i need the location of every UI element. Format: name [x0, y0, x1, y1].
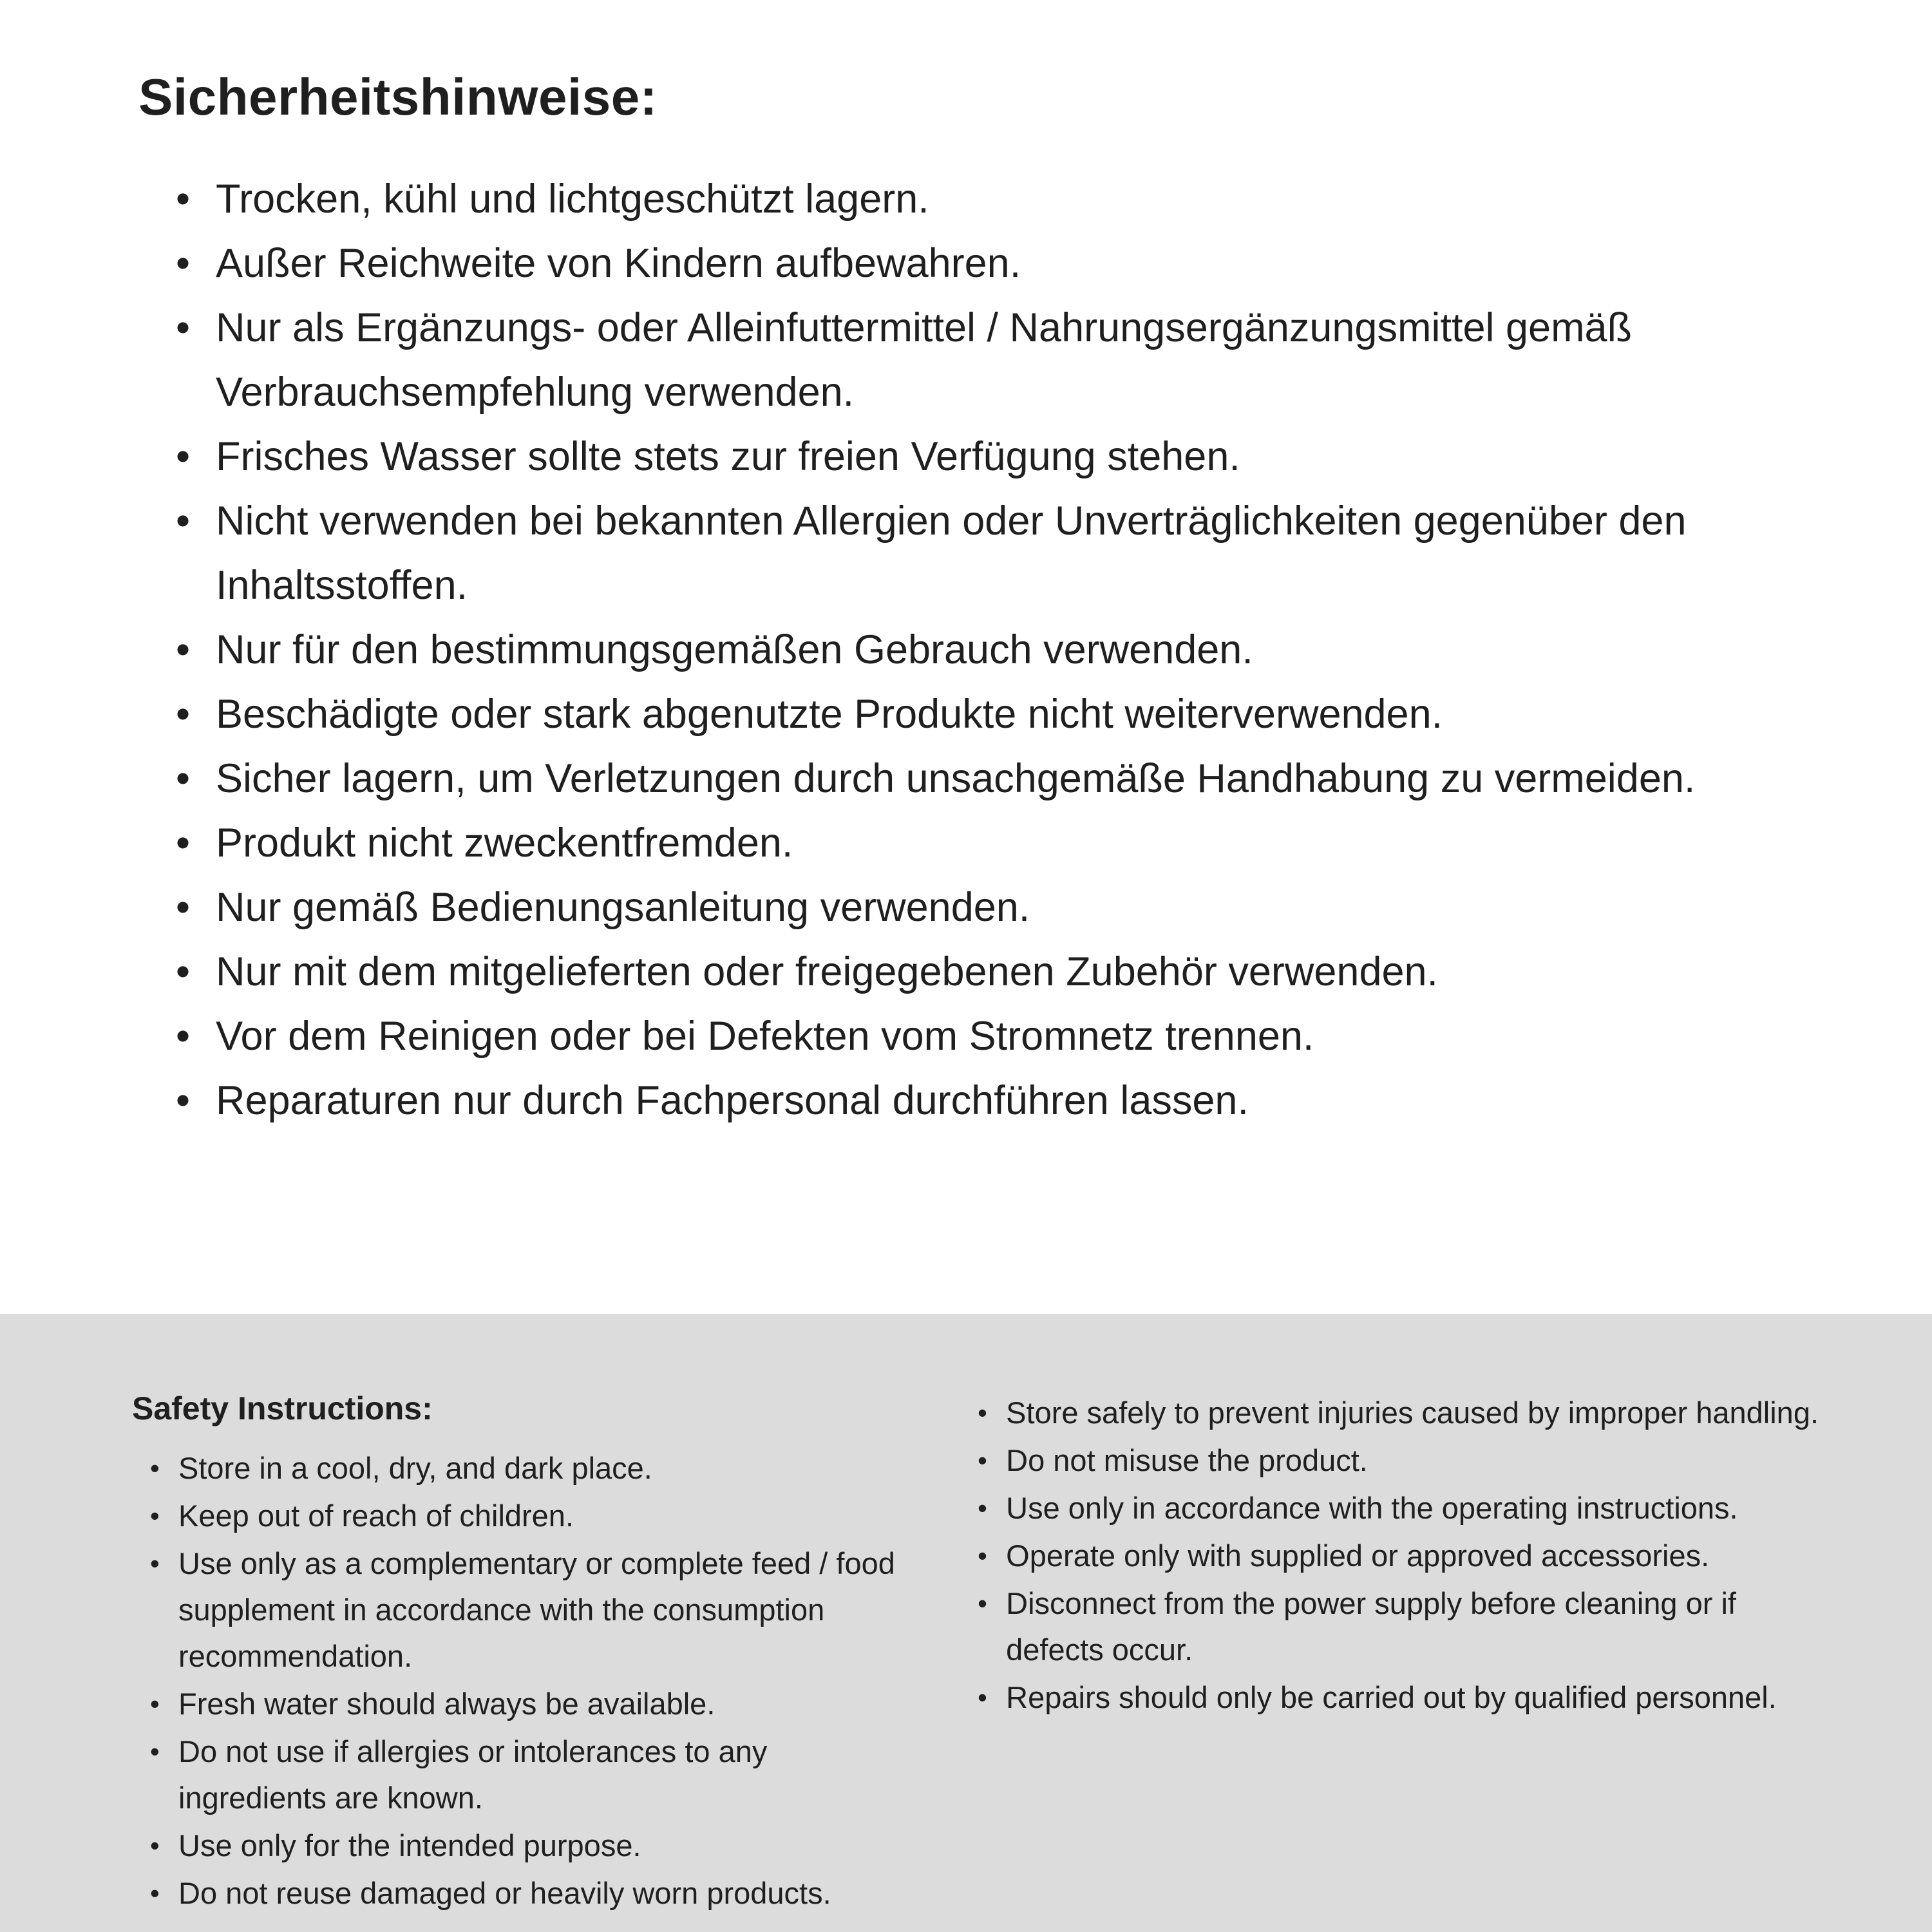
- english-safety-list-left: [132, 1445, 920, 1917]
- list-item: • Frisches Wasser sollte stets zur freien Verfügung stehen.: [176, 424, 1829, 489]
- list-item: • Trocken, kühl und lichtgeschützt lagern.: [176, 167, 1829, 231]
- english-right-column: [978, 1390, 1835, 1932]
- list-item: • Vor dem Reinigen oder bei Defekten vom Stromnetz trennen.: [176, 1004, 1829, 1068]
- english-safety-list-right: [978, 1390, 1835, 1721]
- list-item: • Store safely to prevent injuries caused by improper handling.: [978, 1390, 1835, 1436]
- list-item: • Fresh water should always be available.: [150, 1681, 920, 1727]
- list-item: • Produkt nicht zweckentfremden.: [176, 811, 1829, 875]
- list-item: • Nur gemäß Bedienungsanleitung verwenden.: [176, 875, 1829, 940]
- list-item: • Außer Reichweite von Kindern aufbewahren.: [176, 231, 1829, 296]
- german-safety-list: [138, 167, 1829, 1133]
- list-item: • Repairs should only be carried out by qualified personnel.: [978, 1674, 1835, 1721]
- list-item: • Use only for the intended purpose.: [150, 1823, 920, 1869]
- list-item: • Nur für den bestimmungsgemäßen Gebrauch verwenden.: [176, 618, 1829, 682]
- list-item: • Use only in accordance with the operating instructions.: [978, 1485, 1835, 1531]
- list-item: • Reparaturen nur durch Fachpersonal durchführen lassen.: [176, 1068, 1829, 1133]
- list-item: • Nur als Ergänzungs- oder Alleinfuttermittel / Nahrungsergänzungsmittel gemäß Verbrauchsempfehlung verwenden.: [176, 296, 1829, 424]
- list-item: • Nicht verwenden bei bekannten Allergien oder Unverträglichkeiten gegenüber den Inhaltsstoffen.: [176, 489, 1829, 618]
- list-item: • Do not misuse the product.: [978, 1437, 1835, 1484]
- english-safety-section: [0, 1314, 1932, 1932]
- list-item: • Operate only with supplied or approved accessories.: [978, 1533, 1835, 1579]
- english-left-column: [132, 1390, 920, 1932]
- list-item: • Nur mit dem mitgelieferten oder freigegebenen Zubehör verwenden.: [176, 940, 1829, 1004]
- list-item: • Store in a cool, dry, and dark place.: [150, 1445, 920, 1492]
- german-section-heading: Sicherheitshinweise:: [138, 68, 658, 126]
- list-item: • Disconnect from the power supply before cleaning or if defects occur.: [978, 1580, 1835, 1673]
- list-item: • Beschädigte oder stark abgenutzte Produkte nicht weiterverwenden.: [176, 682, 1829, 746]
- english-section-heading: Safety Instructions:: [132, 1390, 433, 1426]
- list-item: • Use only as a complementary or complete feed / food supplement in accordance with the consumption recommendation.: [150, 1540, 920, 1680]
- list-item: • Do not use if allergies or intolerances to any ingredients are known.: [150, 1728, 920, 1821]
- list-item: • Sicher lagern, um Verletzungen durch unsachgemäße Handhabung zu vermeiden.: [176, 746, 1829, 811]
- list-item: • Do not reuse damaged or heavily worn products.: [150, 1870, 920, 1917]
- list-item: • Keep out of reach of children.: [150, 1493, 920, 1539]
